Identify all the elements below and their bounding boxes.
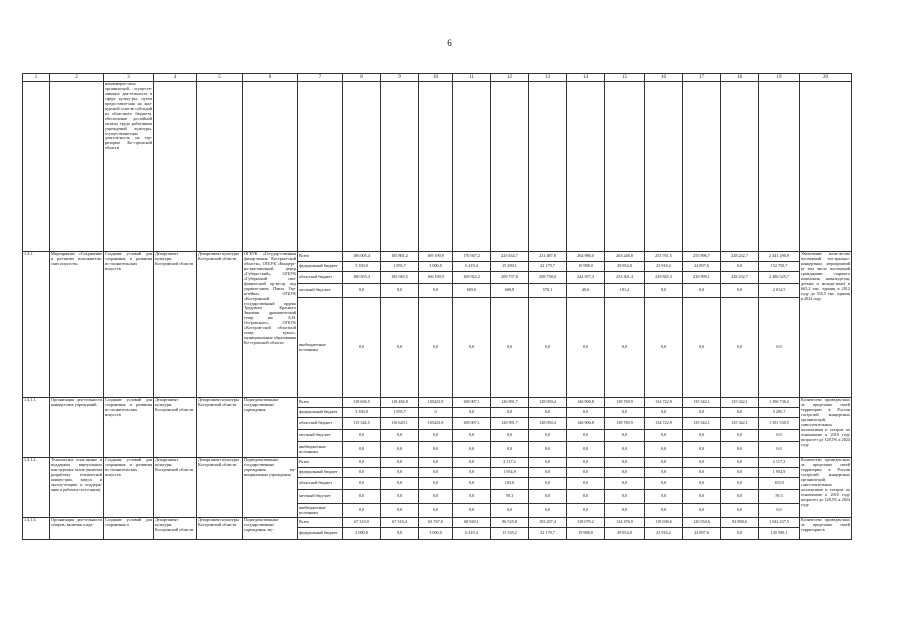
amount-cell: 0,0 (453, 478, 491, 490)
funding-source: областной бюджет (298, 272, 343, 284)
continuation-cell (154, 82, 197, 252)
funding-line (23, 518, 852, 528)
amount-cell: 0,0 (645, 284, 683, 298)
column-number: 11 (453, 74, 491, 82)
continuation-cell (197, 82, 243, 252)
amount-cell: 0,0 (529, 430, 567, 442)
amount-cell: 120 554,6 (683, 518, 721, 528)
amount-cell: 126 991,7 (491, 398, 529, 408)
amount-cell: 1 855,7 (381, 262, 419, 272)
amount-cell: 119 038,6 (645, 518, 683, 528)
item-goal: Создание условий для сохранения и (104, 518, 154, 540)
amount-cell: 3 350,0 (343, 408, 381, 418)
amount-cell: 108 007,1 (453, 398, 491, 408)
amount-cell: 0,0 (605, 430, 645, 442)
amount-cell: 0,0 (381, 490, 419, 504)
amount-cell: 606,8 (491, 284, 529, 298)
funding-source: Всего (298, 458, 343, 468)
continuation-cell (50, 82, 104, 252)
continuation-cell (605, 82, 645, 252)
funding-source: Всего (298, 398, 343, 408)
amount-cell: 0,0 (567, 458, 605, 468)
amount-cell: 1 954,9 (491, 468, 529, 478)
amount-cell: 0,0 (529, 458, 567, 468)
amount-cell: 0,0 (381, 442, 419, 458)
amount-cell: 0,0 (683, 284, 721, 298)
amount-cell: 24 897,6 (683, 528, 721, 540)
funding-source: внебюджетные источники (298, 504, 343, 518)
amount-cell: 135 342,1 (721, 398, 759, 408)
funding-source: местный бюд-жет (298, 430, 343, 442)
amount-cell: 0,0 (759, 442, 800, 458)
amount-cell: 0,0 (683, 442, 721, 458)
continuation-cell (298, 82, 343, 252)
amount-cell: 0,0 (567, 490, 605, 504)
amount-cell: 0,0 (529, 490, 567, 504)
amount-cell: 96 525,8 (491, 518, 529, 528)
amount-cell: 180 655,4 (343, 272, 381, 284)
amount-cell: 40,6 (567, 284, 605, 298)
item-name: Техническое осна-щение и поддержка виртуальных кон-цертных залов (включая разработку технической концеп-ции, запуск и эксплу-атацию и поддерж-ание в рабочем состо-янии) (50, 458, 104, 518)
expected-result: Увеличение коли-чества посещений теа-трально-концертных мероприятий (в том числе посещений гражданами старшего поколения, инвалида-ми, детьми и молоде-жью) в 665,2 тыс. единиц в 2012 году до 535,5 тыс. единиц в 2024 году (800, 252, 852, 398)
amount-cell: 605,6 (453, 284, 491, 298)
amount-cell: 0,0 (529, 442, 567, 458)
column-number: 1 (23, 74, 50, 82)
amount-cell: 0,0 (683, 504, 721, 518)
amount-cell: 0,0 (721, 478, 759, 490)
amount-cell: 29 854,0 (605, 262, 645, 272)
amount-cell: 23 916,2 (645, 528, 683, 540)
continuation-row (23, 82, 852, 252)
amount-cell: 0,0 (453, 430, 491, 442)
amount-cell: 124 476,9 (605, 518, 645, 528)
amount-cell: 0,0 (721, 458, 759, 468)
amount-cell: 0,0 (453, 298, 491, 398)
item-coordinator: Департамент культуры Костромской области (197, 252, 243, 398)
amount-cell: 0,0 (381, 298, 419, 398)
amount-cell: 0,0 (529, 468, 567, 478)
amount-cell: 0,0 (381, 284, 419, 298)
amount-cell: 116 629,1 (381, 418, 419, 430)
amount-cell: 22 179,7 (529, 528, 567, 540)
amount-cell: 134 722,9 (645, 398, 683, 408)
continuation-cell (491, 82, 529, 252)
amount-cell: 135 342,1 (683, 418, 721, 430)
amount-cell: 138 769,9 (605, 398, 645, 408)
amount-cell: 255 896,7 (683, 252, 721, 262)
amount-cell: 0,0 (605, 468, 645, 478)
amount-cell: 0,0 (645, 408, 683, 418)
amount-cell: 0,0 (453, 408, 491, 418)
continuation-cell (453, 82, 491, 252)
expected-result: Количество проведен-ных за пределами своей территории в России гастролей концертных организа-ций, самостоятельных коллективов и театров по отношению к 2010 году возрастет до 128,5% к 2024 году (800, 458, 852, 518)
expected-result: Количество проведен-ных за пределами своей территории в (800, 518, 852, 540)
amount-cell: 1 954,9 (759, 468, 800, 478)
amount-cell: 209 737,8 (491, 272, 529, 284)
amount-cell: 0,0 (605, 504, 645, 518)
continuation-cell (567, 82, 605, 252)
budget-table (22, 73, 852, 540)
amount-cell: 0,0 (453, 458, 491, 468)
amount-cell: 24 897,6 (683, 262, 721, 272)
amount-cell: 176 947,2 (453, 252, 491, 262)
amount-cell: 138 769,9 (605, 418, 645, 430)
continuation-cell (419, 82, 453, 252)
amount-cell: 0,0 (529, 504, 567, 518)
amount-cell: 0,0 (567, 298, 605, 398)
column-number: 19 (759, 74, 800, 82)
funding-line (23, 398, 852, 408)
amount-cell: 191,4 (605, 284, 645, 298)
amount-cell: 0,0 (419, 504, 453, 518)
item-name: Организация дея-тельности концерт-ных учреждений (50, 398, 104, 458)
amount-cell: 0,0 (721, 468, 759, 478)
amount-cell: 0,0 (419, 490, 453, 504)
amount-cell: 0,0 (721, 442, 759, 458)
amount-cell: 0,0 (605, 408, 645, 418)
amount-cell: 0,0 (683, 408, 721, 418)
continuation-cell (381, 82, 419, 252)
amount-cell: 0,0 (645, 298, 683, 398)
amount-cell: 0,0 (419, 468, 453, 478)
amount-cell: 166 190,9 (419, 272, 453, 284)
amount-cell: 103 437,4 (529, 518, 567, 528)
amount-cell: 2 000,0 (343, 528, 381, 540)
amount-cell: 118 694,5 (343, 398, 381, 408)
amount-cell: 208 738,0 (529, 272, 567, 284)
column-number: 9 (381, 74, 419, 82)
continuation-cell (645, 82, 683, 252)
amount-cell: 2 117,2 (759, 458, 800, 468)
funding-source: местный бюд-жет (298, 284, 343, 298)
page-number: 6 (447, 38, 452, 48)
funding-source: областной бюджет (298, 418, 343, 430)
column-number: 5 (197, 74, 243, 82)
amount-cell: 6 419,4 (453, 528, 491, 540)
amount-cell: 3 000,0 (419, 528, 453, 540)
continuation-cell (800, 82, 852, 252)
amount-cell: 135 342,1 (721, 418, 759, 430)
column-number: 13 (529, 74, 567, 82)
amount-cell: 92 890,6 (721, 518, 759, 528)
amount-cell: 0,0 (567, 468, 605, 478)
amount-cell: 59,3 (759, 490, 800, 504)
amount-cell: 0,0 (683, 490, 721, 504)
item-customer: Департамент культуры Костромской области (154, 518, 197, 540)
amount-cell: 146 906,8 (567, 398, 605, 408)
item-executor: ОГБУК «Государ-ственная филар-мония Костром-ской области», ОГБУК «Концерт-но-выставочный центр «Губерн-ский», ОГБУК «Губернский сим-фонический ор-кестр под управле-нием Павла Гер-штейна», ОГБУК «Костромской государственный ордена Трудового Красного Знамени драматический театр им. А.Н. Островского», ОГБУК «Костром-ской областной театр кукол», муниципальные образования Ко-стромской области (243, 252, 298, 398)
amount-cell: 0,0 (529, 408, 567, 418)
amount-cell: 0,0 (491, 504, 529, 518)
amount-cell: 253 761,5 (645, 252, 683, 262)
amount-cell: 0,0 (419, 284, 453, 298)
amount-cell: 23 916,2 (645, 262, 683, 272)
amount-cell: 1 396 736,2 (759, 398, 800, 408)
amount-cell: 0,0 (683, 478, 721, 490)
column-number: 12 (491, 74, 529, 82)
continuation-cell (529, 82, 567, 252)
amount-cell: 0,0 (381, 528, 419, 540)
amount-cell: 59,3 (491, 490, 529, 504)
amount-cell: 233 301,4 (605, 272, 645, 284)
amount-cell: 0,0 (491, 298, 529, 398)
amount-cell: 0,0 (759, 504, 800, 518)
amount-cell: 68 940,1 (453, 518, 491, 528)
amount-cell: 67 310,9 (343, 518, 381, 528)
amount-cell: 0,0 (343, 478, 381, 490)
amount-cell: 1 391 530,5 (759, 418, 800, 430)
amount-cell: 63 767,0 (419, 518, 453, 528)
column-number-row (23, 74, 852, 82)
amount-cell: 183 945,5 (381, 272, 419, 284)
amount-cell: 0,0 (683, 468, 721, 478)
item-code: 1.4.1.3. (23, 518, 50, 540)
amount-cell: 146 906,8 (567, 418, 605, 430)
amount-cell: 6 419,4 (453, 262, 491, 272)
funding-source: Всего (298, 518, 343, 528)
amount-cell: 0,0 (381, 468, 419, 478)
amount-cell: 0,0 (453, 490, 491, 504)
amount-cell: 103,0 (491, 478, 529, 490)
item-customer: Департамент культуры Костромской области (154, 252, 197, 398)
amount-cell: 230 999,1 (683, 272, 721, 284)
amount-cell: 228 232,7 (721, 272, 759, 284)
amount-cell: 0,0 (721, 262, 759, 272)
amount-cell: 0,0 (567, 478, 605, 490)
item-customer: Департамент культуры Костромской области (154, 458, 197, 518)
amount-cell: 0,0 (419, 478, 453, 490)
amount-cell: 0,0 (721, 408, 759, 418)
amount-cell: 0,0 (645, 468, 683, 478)
amount-cell: 0,0 (605, 458, 645, 468)
amount-cell: 264 986,0 (567, 252, 605, 262)
amount-cell: 2 014,5 (759, 284, 800, 298)
amount-cell: 115 344,5 (343, 418, 381, 430)
amount-cell: 228 232,7 (721, 252, 759, 262)
amount-cell: 0,0 (343, 442, 381, 458)
continuation-cell (23, 82, 50, 252)
continuation-cell: некоммерче-ских организа-ций, осуществ-ляющих дея-тельность в сфере культу-ры, путем предоставле-ния на кон-курсной осно-ве субсидий из областного бюджета, обеспечение достойной оплаты труда работников учреждений культуры, осуществляю-щих деятель-ность на тер-ритории Ко-стромской области (104, 82, 154, 252)
continuation-cell (243, 82, 298, 252)
amount-cell: 185 801,2 (381, 252, 419, 262)
amount-cell: 118 484,8 (381, 398, 419, 408)
amount-cell: 103,0 (759, 478, 800, 490)
amount-cell: 169 190,9 (419, 252, 453, 262)
amount-cell: 231 487,8 (529, 252, 567, 262)
amount-cell: 0,0 (343, 468, 381, 478)
amount-cell: 105423,9 (419, 418, 453, 430)
amount-cell: 0,0 (759, 430, 800, 442)
item-name: Мероприятие «Сохранение и раз-витие исполнитель-ских искусств» (50, 252, 104, 398)
amount-cell: 0,0 (645, 490, 683, 504)
item-executor: Подведомственные государственные учреждения, му-ниципальные учреждения (243, 458, 298, 518)
amount-cell: 0,0 (343, 430, 381, 442)
column-number: 18 (721, 74, 759, 82)
amount-cell: 0,0 (343, 458, 381, 468)
amount-cell: 0,0 (419, 298, 453, 398)
amount-cell: 169 922,2 (453, 272, 491, 284)
item-goal: Создание условий для сохранения и развития ис-полнительских искусств (104, 252, 154, 398)
amount-cell: 0,0 (683, 298, 721, 398)
amount-cell: 0,0 (419, 442, 453, 458)
amount-cell: 0,0 (645, 458, 683, 468)
item-name: Организация дея-тельности театров, включая созда- (50, 518, 104, 540)
amount-cell: 0,0 (567, 442, 605, 458)
column-number: 4 (154, 74, 197, 82)
amount-cell: 5 350,0 (343, 262, 381, 272)
item-executor: Подведомственные государственные учреждения, му- (243, 518, 298, 540)
amount-cell: 0,0 (529, 478, 567, 490)
amount-cell: 0,0 (645, 504, 683, 518)
amount-cell: 128 050,4 (529, 418, 567, 430)
column-number: 3 (104, 74, 154, 82)
amount-cell: 0 (419, 408, 453, 418)
amount-cell: 67 316,4 (381, 518, 419, 528)
amount-cell: 2 441 290,9 (759, 252, 800, 262)
amount-cell: 0,0 (419, 430, 453, 442)
amount-cell: 0,0 (721, 490, 759, 504)
amount-cell: 22 179,7 (529, 262, 567, 272)
funding-line (23, 458, 852, 468)
amount-cell: 2 117,2 (491, 458, 529, 468)
amount-cell: 0,0 (381, 478, 419, 490)
item-customer: Департамент культуры Костромской области (154, 398, 197, 458)
item-coordinator: Департамент культуры Костромской области (197, 518, 243, 540)
continuation-cell (721, 82, 759, 252)
funding-line (23, 252, 852, 262)
amount-cell: 0,0 (721, 430, 759, 442)
funding-source: федеральный бюджет (298, 262, 343, 272)
funding-source: областной бюджет (298, 478, 343, 490)
amount-cell: 0,0 (381, 458, 419, 468)
amount-cell: 225 634,7 (491, 252, 529, 262)
amount-cell: 145 590,1 (759, 528, 800, 540)
amount-cell: 186 005,4 (343, 252, 381, 262)
continuation-cell (759, 82, 800, 252)
item-executor: Подведомственные государственные учреждения (243, 398, 298, 458)
amount-cell: 0,0 (605, 442, 645, 458)
amount-cell: 0,0 (645, 478, 683, 490)
continuation-cell (683, 82, 721, 252)
amount-cell: 0,0 (453, 468, 491, 478)
column-number: 2 (50, 74, 104, 82)
amount-cell: 1 042 437,5 (759, 518, 800, 528)
amount-cell: 0,0 (683, 430, 721, 442)
amount-cell: 0,0 (567, 430, 605, 442)
amount-cell: 105423,9 (419, 398, 453, 408)
amount-cell: 0,0 (645, 430, 683, 442)
item-code: 1.4.1. (23, 252, 50, 398)
amount-cell: 0,0 (721, 298, 759, 398)
amount-cell: 0,0 (453, 504, 491, 518)
funding-source: Всего (298, 252, 343, 262)
amount-cell: 0,0 (645, 442, 683, 458)
amount-cell: 126 991,7 (491, 418, 529, 430)
funding-source: местный бюд-жет (298, 490, 343, 504)
amount-cell: 0,0 (343, 298, 381, 398)
funding-source: федеральный бюджет (298, 408, 343, 418)
funding-source: внебюджетные источники (298, 442, 343, 458)
amount-cell: 570,1 (529, 284, 567, 298)
amount-cell: 0,0 (491, 430, 529, 442)
expected-result: Количество проведен-ных за пределами своей территории в России гастролей концертных организа-ций, самостоятельных коллективов и театров по отношению к 2010 году возрастет до 128,5% к 2024 году (800, 398, 852, 458)
amount-cell: 29 854,0 (605, 528, 645, 540)
amount-cell: 0,0 (419, 458, 453, 468)
amount-cell: 0,0 (343, 284, 381, 298)
amount-cell: 0,0 (721, 284, 759, 298)
amount-cell: 2 286 525,7 (759, 272, 800, 284)
amount-cell: 152 750,7 (759, 262, 800, 272)
amount-cell: 118 079,2 (567, 518, 605, 528)
amount-cell: 0,0 (343, 490, 381, 504)
amount-cell: 1 855,7 (381, 408, 419, 418)
amount-cell: 0,0 (453, 442, 491, 458)
amount-cell: 0,0 (759, 298, 800, 398)
item-goal: Создание условий для сохранения и развития ис-полнительских искусств (104, 398, 154, 458)
column-number: 14 (567, 74, 605, 82)
amount-cell: 128 050,4 (529, 398, 567, 408)
amount-cell: 0,0 (721, 504, 759, 518)
item-code: 1.4.1.2. (23, 458, 50, 518)
column-number: 7 (298, 74, 343, 82)
amount-cell: 244 957,4 (567, 272, 605, 284)
funding-source: федеральный бюджет (298, 468, 343, 478)
column-number: 17 (683, 74, 721, 82)
funding-source: федеральный бюджет (298, 528, 343, 540)
amount-cell: 0,0 (605, 490, 645, 504)
amount-cell: 263 246,8 (605, 252, 645, 262)
item-code: 1.4.1.1. (23, 398, 50, 458)
amount-cell: 0,0 (605, 298, 645, 398)
amount-cell: 134 722,9 (645, 418, 683, 430)
funding-source: внебюджетные источники (298, 298, 343, 398)
amount-cell: 5 205,7 (759, 408, 800, 418)
amount-cell: 0,0 (721, 528, 759, 540)
amount-cell: 0,0 (343, 504, 381, 518)
continuation-cell (343, 82, 381, 252)
amount-cell: 108 007,1 (453, 418, 491, 430)
column-number: 8 (343, 74, 381, 82)
amount-cell: 0,0 (491, 442, 529, 458)
item-coordinator: Департамент культуры Костромской области (197, 458, 243, 518)
amount-cell: 0,0 (529, 298, 567, 398)
amount-cell: 0,0 (567, 504, 605, 518)
column-number: 16 (645, 74, 683, 82)
amount-cell: 19 988,0 (567, 262, 605, 272)
column-number: 20 (800, 74, 852, 82)
item-coordinator: Департамент культуры Костромской области (197, 398, 243, 458)
amount-cell: 0,0 (567, 408, 605, 418)
amount-cell: 15 290,1 (491, 262, 529, 272)
item-goal: Создание условий для сохранения и развития ис-полнительских искусств (104, 458, 154, 518)
amount-cell: 229 845,3 (645, 272, 683, 284)
amount-cell: 13 335,2 (491, 528, 529, 540)
amount-cell: 0,0 (381, 504, 419, 518)
amount-cell: 3 000,0 (419, 262, 453, 272)
amount-cell: 0,0 (381, 430, 419, 442)
column-number: 15 (605, 74, 645, 82)
amount-cell: 0,0 (605, 478, 645, 490)
column-number: 6 (243, 74, 298, 82)
amount-cell: 0,0 (491, 408, 529, 418)
column-number: 10 (419, 74, 453, 82)
amount-cell: 0,0 (683, 458, 721, 468)
amount-cell: 135 342,1 (683, 398, 721, 408)
amount-cell: 19 988,0 (567, 528, 605, 540)
